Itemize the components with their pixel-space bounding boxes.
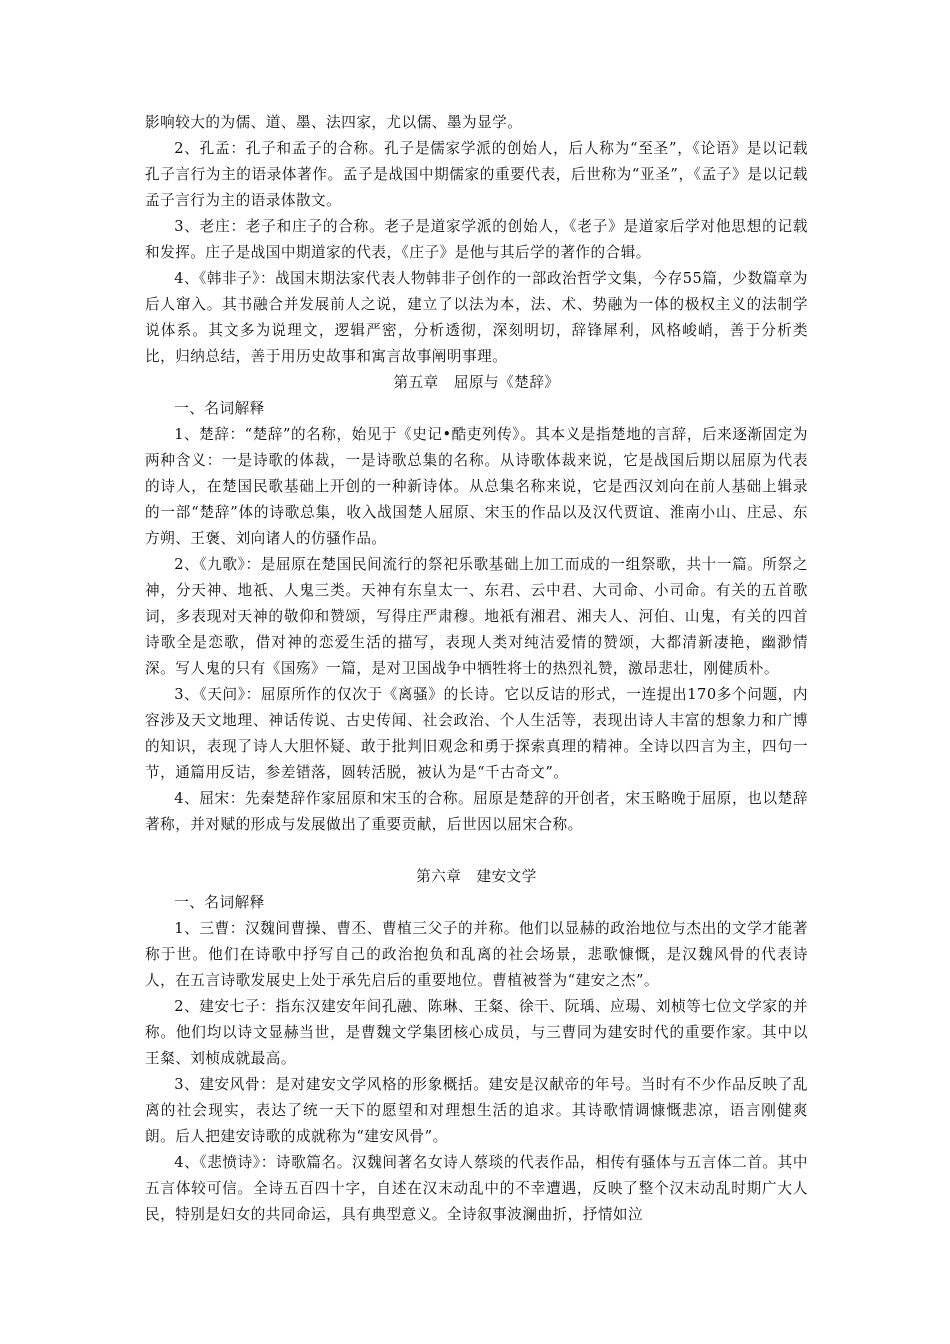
document-page [145, 110, 808, 1228]
paragraph-laozhuang: 3、老庄：老子和庄子的合称。老子是道家学派的创始人，《老子》是道家后学对他思想的记载和发挥。庄子是战国中期道家的代表，《庄子》是他与其后学的著作的合辑。 [145, 218, 808, 261]
chapter-5-section-heading: 一、名词解释 [174, 400, 265, 417]
paragraph-continuation: 影响较大的为儒、道、墨、法四家，尤以儒、墨为显学。 [145, 114, 523, 131]
term-jianan-fenggu: 3、建安风骨：是对建安文学风格的形象概括。建安是汉献帝的年号。当时有不少作品反映了乱离的社会现实，表达了统一天下的愿望和对理想生活的追求。其诗歌情调慷慨悲凉，语言刚健爽朗。后人把建安诗歌的成就称为“建安风骨”。 [145, 1076, 808, 1145]
chapter-6-title: 第六章 建安文学 [416, 868, 537, 885]
term-tianwen: 3、《天问》：屈原所作的仅次于《离骚》的长诗。它以反诘的形式，一连提出170多个问题，内容涉及天文地理、神话传说、古史传闻、社会政治、个人生活等，表现出诗人丰富的想象力和广博的知识，表现了诗人大胆怀疑、敢于批判旧观念和勇于探索真理的精神。全诗以四言为主，四句一节，通篇用反诘，参差错落，圆转活脱，被认为是“千古奇文”。 [145, 686, 808, 781]
chapter-6-section-heading: 一、名词解释 [174, 894, 265, 911]
term-chuci: 1、楚辞：“楚辞”的名称，始见于《史记•酷吏列传》。其本义是指楚地的言辞，后来逐渐固定为两种含义：一是诗歌的体裁，一是诗歌总集的名称。从诗歌体裁来说，它是战国后期以屈原为代表的诗人，在楚国民歌基础上开创的一种新诗体。从总集名称来说，它是西汉刘向在前人基础上辑录的一部“楚辞”体的诗歌总集，收入战国楚人屈原、宋玉的作品以及汉代贾谊、淮南小山、庄忌、东方朔、王褒、刘向诸人的仿骚作品。 [145, 426, 808, 547]
chapter-5-title: 第五章 屈原与《楚辞》 [393, 374, 560, 391]
term-qusong: 4、屈宋：先秦楚辞作家屈原和宋玉的合称。屈原是楚辞的开创者，宋玉略晚于屈原，也以楚辞著称，并对赋的形成与发展做出了重要贡献，后世因以屈宋合称。 [145, 790, 808, 833]
term-sancao: 1、三曹：汉魏间曹操、曹丕、曹植三父子的并称。他们以显赫的政治地位与杰出的文学才能著称于世。他们在诗歌中抒写自己的政治抱负和乱离的社会场景，悲歌慷慨，是汉魏风骨的代表诗人，在五言诗歌发展史上处于承先启后的重要地位。曹植被誉为“建安之杰”。 [145, 920, 808, 989]
chapter-spacer [145, 838, 808, 864]
term-beifenshi: 4、《悲愤诗》：诗歌篇名。汉魏间著名女诗人蔡琰的代表作品，相传有骚体与五言体二首。其中五言体较可信。全诗五百四十字，自述在汉末动乱中的不幸遭遇，反映了整个汉末动乱时期广大人民，特别是妇女的共同命运，具有典型意义。全诗叙事波澜曲折，抒情如泣 [145, 1154, 808, 1223]
term-jianan-qizi: 2、建安七子：指东汉建安年间孔融、陈琳、王粲、徐干、阮瑀、应瑒、刘桢等七位文学家的并称。他们均以诗文显赫当世，是曹魏文学集团核心成员，与三曹同为建安时代的重要作家。其中以王粲、刘桢成就最高。 [145, 998, 808, 1067]
paragraph-hanfeizi: 4、《韩非子》：战国末期法家代表人物韩非子创作的一部政治哲学文集，今存55篇，少数篇章为后人窜入。其书融合并发展前人之说，建立了以法为本，法、术、势融为一体的极权主义的法制学说体系。其文多为说理文，逻辑严密，分析透彻，深刻明切，辞锋犀利，风格峻峭，善于分析类比，归纳总结，善于用历史故事和寓言故事阐明事理。 [145, 270, 808, 365]
paragraph-kongmeng: 2、孔孟：孔子和孟子的合称。孔子是儒家学派的创始人，后人称为“至圣”，《论语》是以记载孔子言行为主的语录体著作。孟子是战国中期儒家的重要代表，后世称为“亚圣”，《孟子》是以记载孟子言行为主的语录体散文。 [145, 140, 808, 209]
term-jiuge: 2、《九歌》：是屈原在楚国民间流行的祭祀乐歌基础上加工而成的一组祭歌，共十一篇。所祭之神，分天神、地祇、人鬼三类。天神有东皇太一、东君、云中君、大司命、小司命。有关的五首歌词，多表现对天神的敬仰和赞颂，写得庄严肃穆。地祇有湘君、湘夫人、河伯、山鬼，有关的四首诗歌全是恋歌，借对神的恋爱生活的描写，表现人类对纯洁爱情的赞颂，大都清新凄艳，幽渺情深。写人鬼的只有《国殇》一篇，是对卫国战争中牺牲将士的热烈礼赞，激昂悲壮，刚健质朴。 [145, 556, 808, 677]
